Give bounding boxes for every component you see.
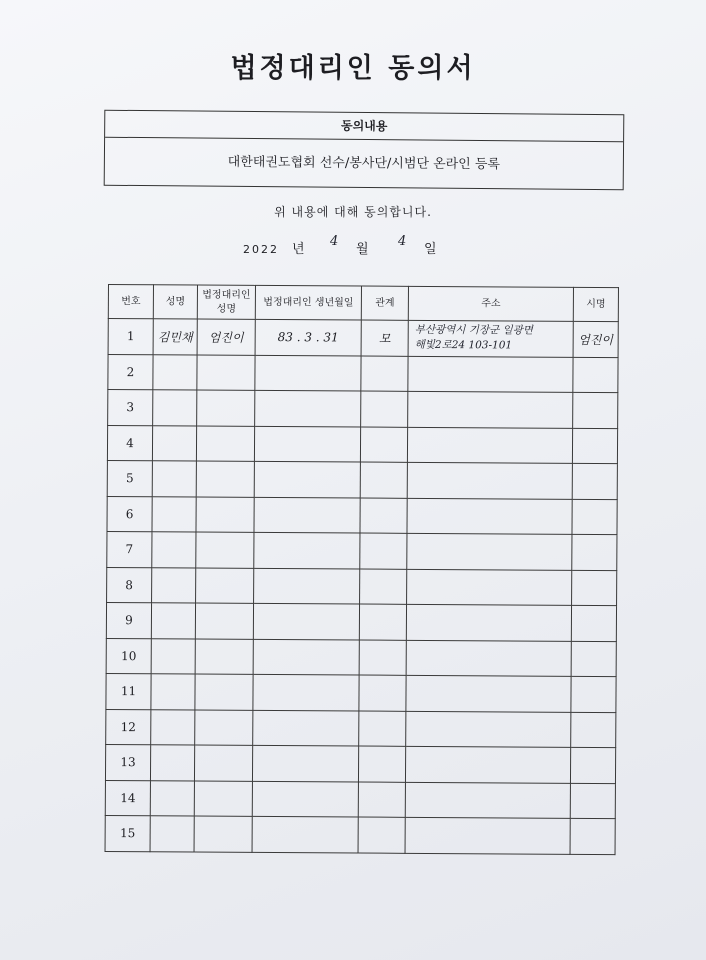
header-signature: 시명	[573, 287, 618, 321]
cell-address-line-2	[413, 551, 571, 552]
row-number: 3	[108, 390, 153, 426]
table-row	[108, 390, 618, 429]
cell-signature	[570, 818, 615, 854]
table-row	[108, 354, 618, 393]
cell-signature	[570, 747, 615, 783]
cell-address-line-2	[413, 587, 571, 588]
date-day-unit: 일	[424, 242, 437, 257]
cell-name	[153, 390, 197, 426]
cell-address	[407, 462, 572, 499]
cell-guardian-birth	[253, 710, 359, 746]
cell-signature	[571, 605, 616, 641]
cell-guardian-birth	[254, 461, 360, 497]
row-number: 1	[108, 319, 153, 355]
cell-address-line-1	[412, 800, 570, 801]
cell-address-line-2	[412, 729, 570, 730]
cell-address-line-2	[412, 835, 570, 836]
cell-address-line-1	[414, 374, 572, 375]
cell-address-line-2	[413, 622, 571, 623]
cell-relation	[361, 356, 408, 392]
cell-guardian-name	[195, 639, 253, 675]
cell-relation	[359, 604, 406, 640]
date-year: 2022	[243, 243, 279, 256]
cell-signature: 엄진이	[573, 321, 618, 357]
cell-address-line-1	[414, 480, 572, 481]
cell-name	[152, 461, 196, 497]
cell-guardian-birth	[254, 497, 360, 533]
cell-name: 김민채	[153, 319, 197, 355]
row-number: 14	[105, 780, 150, 816]
table-row	[105, 780, 615, 819]
cell-signature	[572, 428, 617, 464]
row-number: 2	[108, 354, 153, 390]
cell-signature	[571, 676, 616, 712]
cell-guardian-birth	[253, 674, 359, 710]
cell-address-line-2	[414, 409, 572, 410]
row-number: 5	[107, 460, 152, 496]
row-number: 12	[106, 709, 151, 745]
header-guardian-name: 법정대리인 성명	[197, 285, 255, 319]
cell-guardian-birth	[254, 426, 360, 462]
table-row	[106, 602, 616, 641]
table-row	[106, 709, 616, 748]
cell-guardian-name	[196, 497, 254, 533]
cell-address-line-2	[414, 480, 572, 481]
cell-guardian-name: 엄진이	[197, 319, 255, 355]
cell-guardian-name	[195, 710, 253, 746]
cell-guardian-name	[195, 674, 253, 710]
cell-address-line-2	[413, 693, 571, 694]
cell-name	[150, 745, 194, 781]
cell-address-line-1	[412, 729, 570, 730]
cell-guardian-birth	[252, 781, 358, 817]
consent-content-box	[104, 110, 625, 191]
cell-name	[151, 603, 195, 639]
cell-address-line-2	[414, 374, 572, 375]
cell-address-line-1	[414, 516, 572, 517]
table-row	[108, 319, 618, 358]
cell-signature	[573, 392, 618, 428]
cell-signature	[570, 783, 615, 819]
cell-name	[151, 638, 195, 674]
cell-guardian-birth	[253, 603, 359, 639]
cell-name	[151, 709, 195, 745]
row-number: 10	[106, 638, 151, 674]
cell-address	[406, 711, 571, 748]
table-row	[105, 815, 615, 854]
cell-address	[406, 604, 571, 641]
cell-signature	[573, 357, 618, 393]
cell-name	[151, 674, 195, 710]
cell-address-line-1	[413, 658, 571, 659]
cell-address-line-1: 부산광역시 기장군 일광면	[414, 324, 534, 337]
table-row	[107, 425, 617, 464]
cell-address	[408, 320, 573, 357]
cell-address	[405, 782, 570, 819]
cell-guardian-name	[194, 745, 252, 781]
cell-address-line-2	[413, 658, 571, 659]
cell-guardian-birth	[254, 532, 360, 568]
cell-address-line-2	[412, 764, 570, 765]
row-number: 9	[106, 602, 151, 638]
cell-guardian-name	[195, 603, 253, 639]
cell-relation	[359, 711, 406, 747]
cell-name	[152, 532, 196, 568]
header-name: 성명	[153, 285, 197, 319]
cell-address-line-1	[414, 445, 572, 446]
cell-address	[406, 675, 571, 712]
table-row	[105, 744, 615, 783]
cell-relation	[359, 675, 406, 711]
cell-guardian-name	[196, 426, 254, 462]
row-number: 13	[105, 744, 150, 780]
cell-relation	[360, 533, 407, 569]
cell-address-line-2	[412, 800, 570, 801]
row-number: 11	[106, 673, 151, 709]
cell-address-line-1	[412, 835, 570, 836]
row-number: 15	[105, 815, 150, 851]
cell-address-line-2	[414, 516, 572, 517]
cell-relation	[360, 462, 407, 498]
cell-guardian-birth	[255, 390, 361, 426]
date-day: 4	[398, 234, 407, 249]
cell-address-line-1	[414, 409, 572, 410]
cell-name	[153, 354, 197, 390]
header-guardian-birth: 법정대리인 생년월일	[255, 285, 361, 320]
cell-name	[150, 780, 194, 816]
table-header-row	[108, 285, 618, 322]
cell-address-line-1	[413, 693, 571, 694]
cell-address	[407, 427, 572, 464]
header-relation: 관계	[361, 286, 408, 320]
cell-guardian-name	[194, 816, 252, 852]
agree-statement: 위 내용에 대해 동의합니다.	[274, 205, 432, 219]
cell-address	[405, 817, 570, 854]
row-number: 8	[107, 567, 152, 603]
cell-address-line-2	[414, 445, 572, 446]
cell-address	[408, 356, 573, 393]
table-row	[107, 496, 617, 535]
date-month-unit: 월	[356, 242, 369, 257]
cell-relation	[360, 427, 407, 463]
cell-guardian-birth	[253, 639, 359, 675]
header-no: 번호	[108, 285, 153, 319]
cell-signature	[572, 570, 617, 606]
row-number: 6	[107, 496, 152, 532]
row-number: 7	[107, 531, 152, 567]
cell-signature	[571, 641, 616, 677]
cell-address	[407, 498, 572, 535]
cell-guardian-birth	[252, 816, 358, 852]
cell-signature	[572, 463, 617, 499]
cell-guardian-birth	[255, 355, 361, 391]
cell-guardian-birth: 83 . 3 . 31	[255, 319, 361, 355]
cell-relation	[358, 746, 405, 782]
header-address: 주소	[408, 286, 573, 321]
row-number: 4	[107, 425, 152, 461]
cell-name	[152, 496, 196, 532]
cell-address-line-1	[413, 587, 571, 588]
cell-guardian-name	[194, 781, 252, 817]
cell-relation	[359, 640, 406, 676]
table-row	[106, 638, 616, 677]
date-year-unit: 년	[292, 242, 305, 257]
cell-guardian-birth	[252, 745, 358, 781]
cell-address	[407, 569, 572, 606]
cell-address	[408, 391, 573, 428]
guardian-roster-table	[105, 284, 619, 855]
cell-relation	[360, 498, 407, 534]
consent-body: 대한태권도협회 선수/봉사단/시범단 온라인 등록	[227, 154, 501, 173]
document-title: 법정대리인 동의서	[230, 53, 476, 84]
cell-relation	[358, 782, 405, 818]
cell-address	[406, 640, 571, 677]
cell-guardian-name	[196, 568, 254, 604]
cell-address-line-1	[413, 622, 571, 623]
cell-relation	[358, 817, 405, 853]
cell-address-line-1	[413, 551, 571, 552]
table-row	[107, 567, 617, 606]
cell-guardian-name	[196, 532, 254, 568]
cell-address	[405, 746, 570, 783]
cell-name	[150, 816, 194, 852]
cell-guardian-name	[197, 390, 255, 426]
cell-address-line-2: 해빛2로24 103-101	[414, 339, 513, 352]
consent-header: 동의내용	[105, 111, 623, 143]
cell-relation	[361, 391, 408, 427]
cell-address	[407, 533, 572, 570]
cell-signature	[571, 712, 616, 748]
table-row	[107, 460, 617, 499]
cell-name	[152, 425, 196, 461]
cell-guardian-name	[196, 461, 254, 497]
cell-guardian-name	[197, 355, 255, 391]
date-month: 4	[330, 234, 339, 249]
table-row	[107, 531, 617, 570]
cell-signature	[572, 499, 617, 535]
cell-relation	[360, 569, 407, 605]
cell-relation: 모	[361, 320, 408, 356]
cell-address-line-1	[412, 764, 570, 765]
table-row	[106, 673, 616, 712]
cell-guardian-birth	[254, 568, 360, 604]
cell-signature	[572, 534, 617, 570]
cell-name	[152, 567, 196, 603]
